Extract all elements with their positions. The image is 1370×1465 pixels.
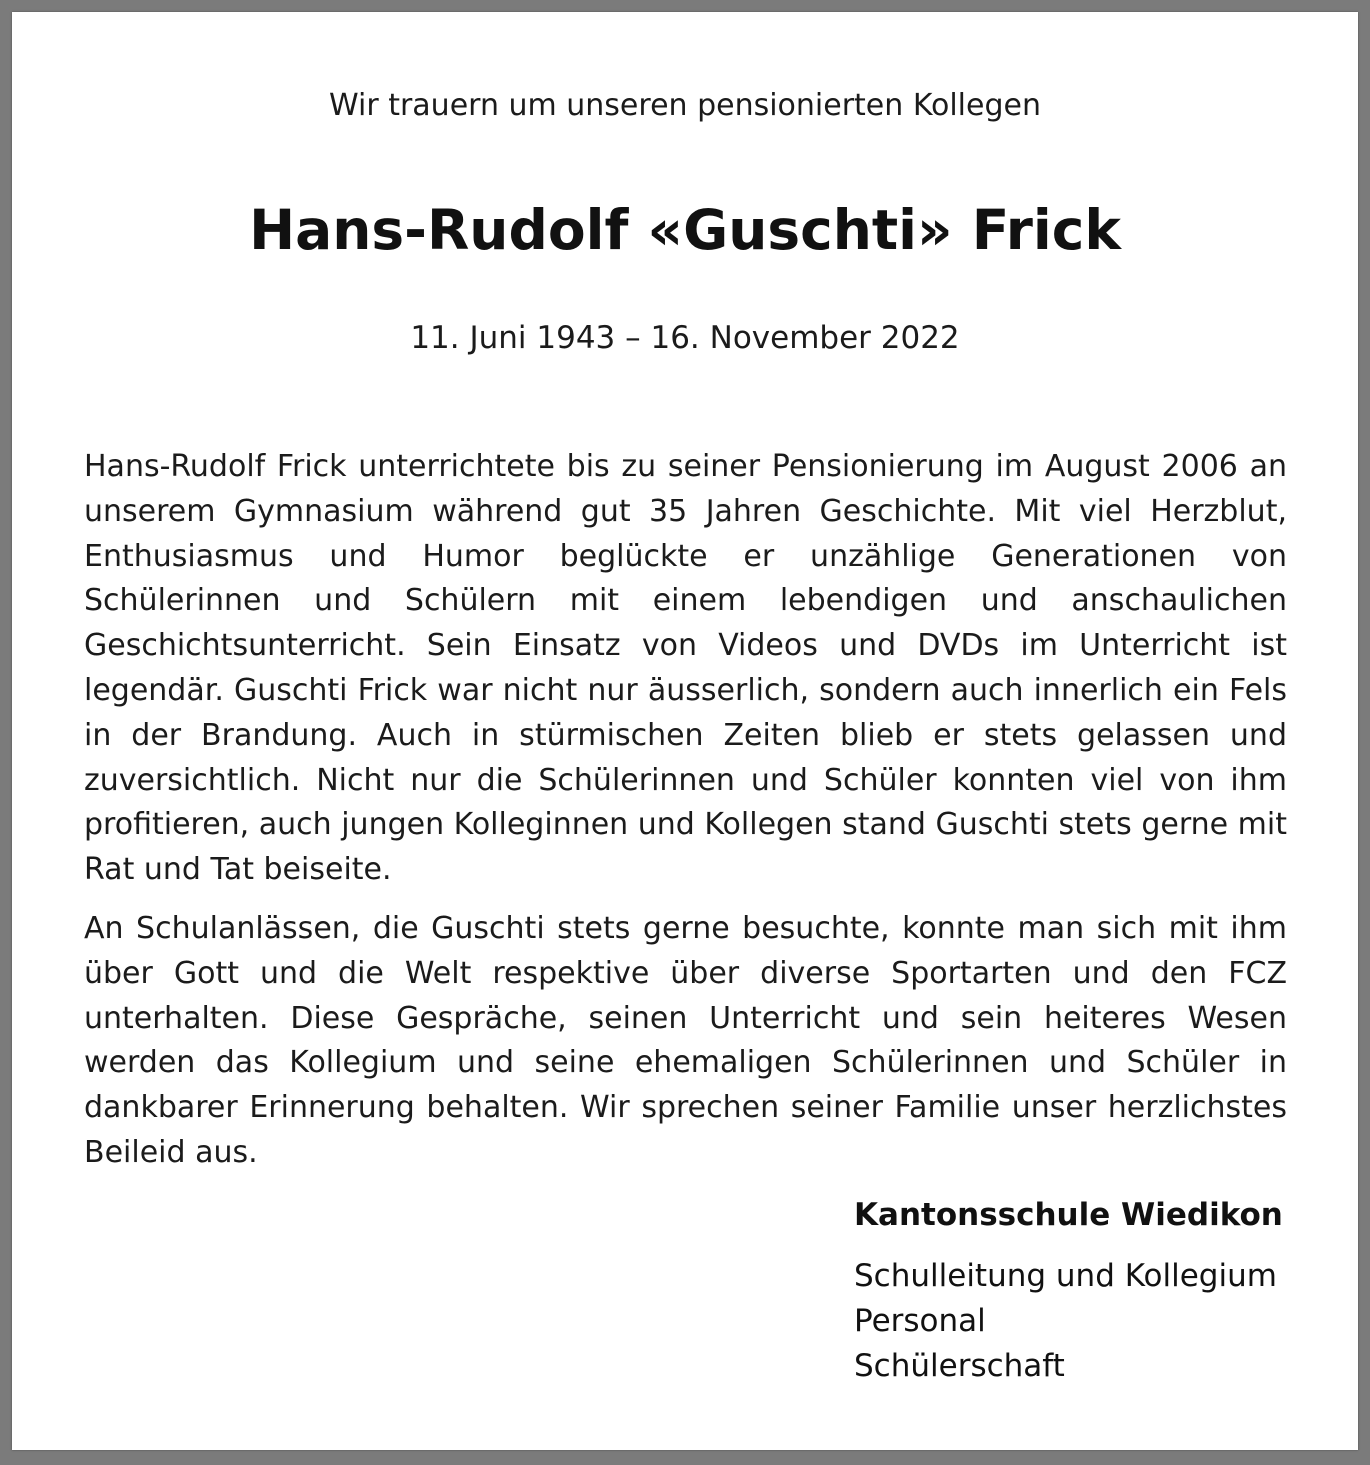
paragraph-1: Hans-Rudolf Frick unterrichtete bis zu seiner Pensionierung im August 2006 an unserem Gymnasium während gut 35 Jahren Geschichte. Mit viel Herzblut, Enthusiasmus und Humor beglückte er unzählige Generationen von Schülerinnen und Schülern mit einem lebendigen und anschaulichen Geschichtsunterricht. Sein Einsatz von Videos und DVDs im Unterricht ist legendär. Guschti Frick war nicht nur äusserlich, sondern auch innerlich ein Fels in der Brandung. Auch in stürmischen Zeiten blieb er stets gelassen und zuversichtlich. Nicht nur die Schülerinnen und Schüler konnten viel von ihm profitieren, auch jungen Kolleginnen und Kollegen stand Guschti stets gerne mit Rat und Tat beiseite.	[84, 449, 1287, 888]
paragraph-2: An Schulanlässen, die Guschti stets gerne besuchte, konnte man sich mit ihm über Gott und die Welt respektive über diverse Sportarten und den FCZ unterhalten. Diese Gespräche, seinen Unterricht und sein heiteres Wesen werden das Kollegium und seine ehemaligen Schülerinnen und Schüler in dankbarer Erinnerung behalten. Wir sprechen seiner Familie unser herzlichstes Beileid aus.	[84, 910, 1287, 1170]
intro-line: Wir trauern um unseren pensionierten Kollegen	[328, 88, 1041, 123]
signatory-item: Schülerschaft	[854, 1348, 1065, 1384]
signatory-list	[854, 1254, 1314, 1389]
deceased-name: Hans-Rudolf «Guschti» Frick	[249, 198, 1121, 262]
signature-block	[854, 1192, 1314, 1389]
school-name: Kantonsschule Wiedikon	[854, 1197, 1283, 1233]
signatory-item: Schulleitung und Kollegium	[854, 1258, 1277, 1294]
obituary-text	[84, 445, 1287, 1190]
obituary-notice	[12, 12, 1358, 1450]
life-dates: 11. Juni 1943 – 16. November 2022	[410, 320, 960, 356]
signatory-item: Personal	[854, 1303, 986, 1339]
